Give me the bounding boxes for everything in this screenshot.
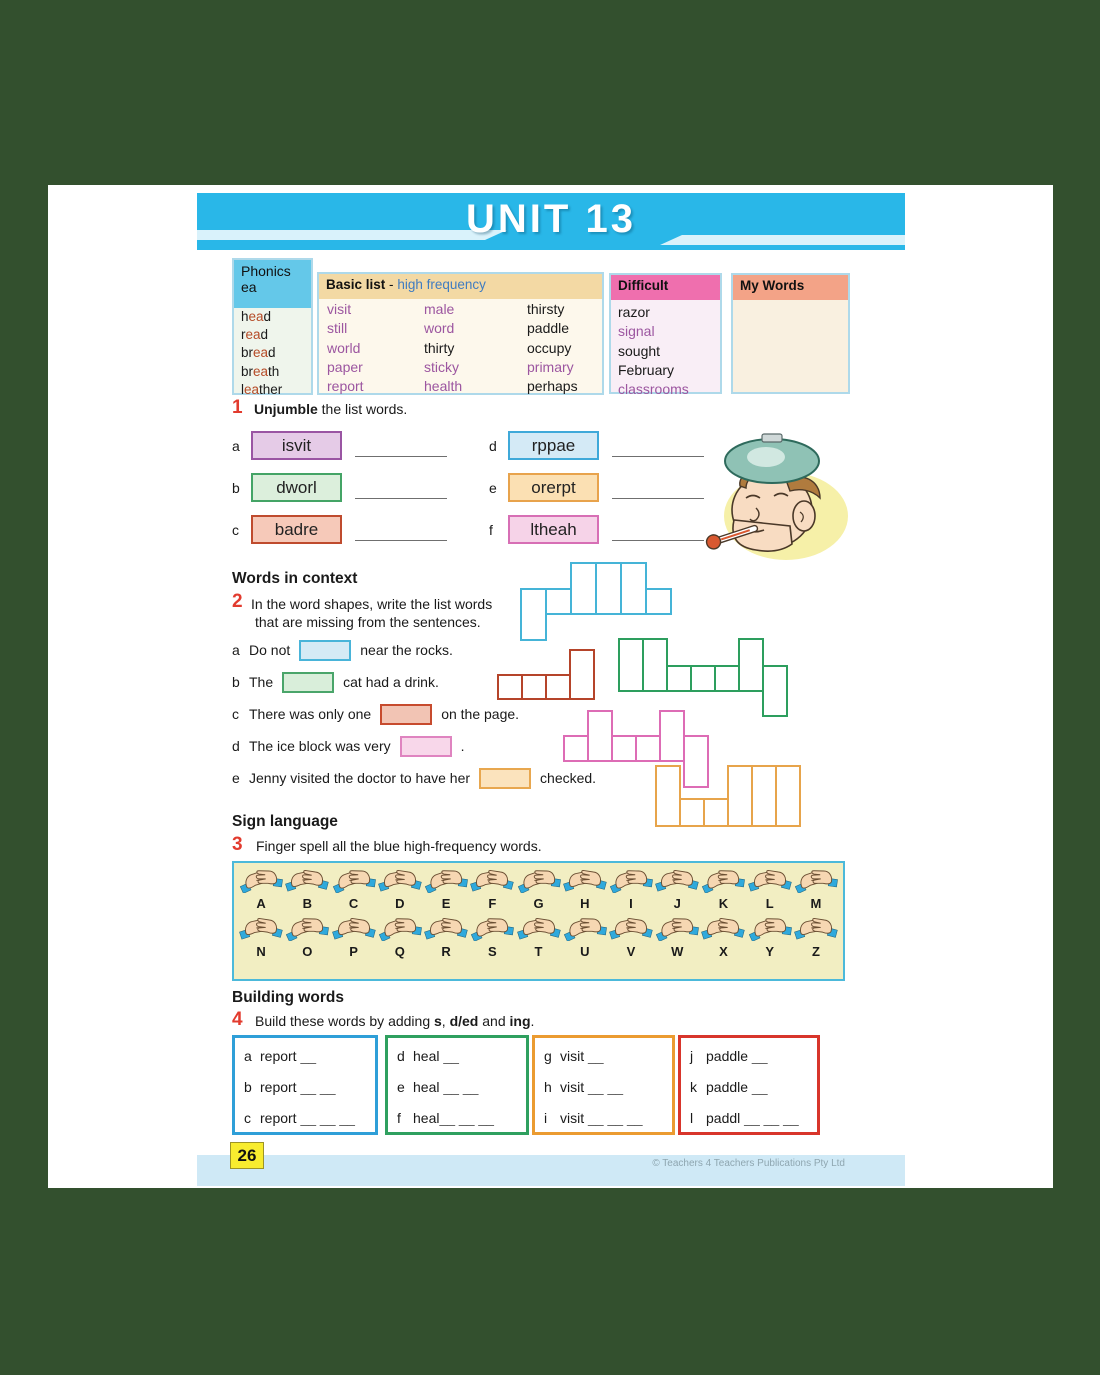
- sign-J: [654, 865, 700, 911]
- section-1-instruction: [254, 401, 407, 417]
- hand-sign-icon: [378, 865, 422, 898]
- sign-letter-label: G: [533, 896, 544, 911]
- sentence-text-before: The ice block was very: [249, 738, 391, 754]
- difficult-word: razor: [618, 304, 650, 320]
- context-sentences: [232, 637, 596, 797]
- list-word: primary: [527, 358, 574, 375]
- building-word-item: [690, 1048, 817, 1069]
- item-letter: f: [397, 1110, 401, 1126]
- basic-list-header: [319, 274, 602, 299]
- word-shape-cell-sticky: [563, 735, 589, 762]
- hand-sign-icon: [285, 865, 329, 898]
- word-shape-cell-thirsty: [642, 638, 668, 692]
- list-word: paper: [327, 358, 363, 375]
- word-shape-answer-box: [400, 736, 452, 757]
- basic-list-column: [527, 300, 578, 396]
- sign-letter-label: E: [441, 896, 451, 911]
- list-word: thirsty: [527, 301, 565, 317]
- sentence-letter: c: [232, 706, 239, 722]
- word-shape-cell-sticky: [587, 710, 613, 762]
- sign-letter-label: A: [256, 896, 266, 911]
- instruction-part: ,: [441, 1013, 450, 1029]
- list-word: male: [424, 301, 455, 317]
- difficult-word: sought: [618, 342, 661, 359]
- hand-sign-icon: [748, 865, 792, 898]
- sign-letter-label: D: [395, 896, 405, 911]
- word-shape-cell-word: [497, 674, 523, 700]
- sign-letter-label: J: [673, 896, 681, 911]
- workbook-page: [48, 185, 1053, 1188]
- phonics-word: [234, 344, 311, 362]
- sign-letter-label: V: [626, 944, 636, 959]
- sentence-text-before: The: [249, 674, 274, 690]
- sign-letter-label: N: [256, 944, 266, 959]
- item-letter: i: [544, 1110, 548, 1126]
- sick-man-illustration: [698, 428, 856, 568]
- word-shape-cell-health: [751, 765, 777, 827]
- context-sentence: [232, 765, 596, 791]
- item-blanks: __ __ __: [439, 1110, 494, 1126]
- item-letter: c: [244, 1110, 251, 1126]
- word-shape-cell-health: [655, 765, 681, 827]
- item-blanks: __ __ __: [296, 1110, 355, 1126]
- sentence-letter: b: [232, 674, 240, 690]
- sign-B: [284, 865, 330, 911]
- item-blanks: __ __: [439, 1079, 479, 1095]
- word-shape-answer-box: [299, 640, 351, 661]
- sentence-letter: a: [232, 642, 240, 658]
- item-word: paddle: [706, 1048, 749, 1064]
- building-words-heading: Building words: [232, 989, 344, 1006]
- word-shape-cell-word: [569, 649, 595, 700]
- hand-sign-icon: [609, 913, 653, 946]
- word-shape-cell-sticky: [683, 735, 709, 788]
- list-word: thirty: [424, 339, 455, 356]
- hand-sign-icon: [332, 913, 376, 946]
- hand-sign-icon: [794, 913, 838, 946]
- phonics-word-pre: h: [241, 309, 249, 324]
- building-word-item: [244, 1110, 375, 1131]
- sign-D: [377, 865, 423, 911]
- section-4-instruction: [255, 1013, 534, 1029]
- sign-letter-label: O: [302, 944, 313, 959]
- hand-sign-icon: [794, 865, 838, 898]
- item-word: paddl: [706, 1110, 741, 1126]
- copyright-text: © Teachers 4 Teachers Publications Pty Ltd: [652, 1158, 845, 1169]
- section-1-instruction-bold: Unjumble: [254, 401, 318, 417]
- unit-banner: [197, 193, 905, 250]
- sign-C: [330, 865, 376, 911]
- building-word-item: [397, 1110, 526, 1131]
- sign-letter-label: S: [487, 944, 497, 959]
- hand-sign-icon: [239, 913, 283, 946]
- sign-L: [747, 865, 793, 911]
- phonics-word: [234, 326, 311, 344]
- building-word-item: [690, 1079, 817, 1100]
- answer-line: [612, 434, 704, 457]
- sentence-text-after: cat had a drink.: [343, 674, 439, 690]
- word-shape-cell-thirsty: [762, 665, 788, 717]
- word-shape-cell-paddle: [570, 562, 597, 615]
- word-shape-cell-health: [703, 798, 729, 827]
- word-shape-cell-thirsty: [738, 638, 764, 692]
- basic-list-title: Basic list: [326, 277, 386, 292]
- sign-Y: [747, 913, 793, 959]
- phonics-word-pre: br: [241, 345, 254, 361]
- sign-letter-label: C: [348, 896, 359, 911]
- sign-A: [238, 865, 284, 911]
- hand-sign-icon: [470, 913, 514, 946]
- list-word: report: [327, 378, 364, 395]
- word-shape-cell-sticky: [659, 710, 685, 762]
- unjumble-word-box: dworl: [251, 473, 342, 502]
- list-word: paddle: [527, 320, 570, 337]
- unjumble-letter: d: [489, 437, 497, 454]
- sign-letter-label: R: [441, 944, 451, 959]
- hand-sign-icon: [609, 865, 653, 898]
- finger-spelling-chart: [232, 861, 845, 981]
- word-shape-cell-word: [521, 674, 547, 700]
- item-letter: h: [544, 1079, 552, 1095]
- hand-sign-icon: [470, 865, 514, 898]
- building-words-box: [385, 1035, 529, 1135]
- building-words-box: [232, 1035, 378, 1135]
- basic-list-box: [317, 272, 604, 395]
- phonics-word: [234, 308, 311, 326]
- list-word: occupy: [527, 339, 572, 356]
- sign-U: [562, 913, 608, 959]
- my-words-title: My Words: [733, 275, 848, 300]
- item-word: heal: [413, 1079, 440, 1095]
- sign-M: [793, 865, 839, 911]
- difficult-words: [611, 300, 720, 399]
- sign-letter-label: I: [629, 896, 633, 911]
- word-shape-cell-health: [679, 798, 705, 827]
- item-word: paddle: [706, 1079, 749, 1095]
- sign-row: [234, 863, 843, 911]
- sign-row: [234, 911, 843, 959]
- word-shape-cell-health: [775, 765, 801, 827]
- list-word: perhaps: [527, 378, 578, 395]
- hand-sign-icon: [655, 913, 699, 946]
- building-word-item: [544, 1048, 672, 1069]
- building-words-box: [678, 1035, 820, 1135]
- sentence-text-before: There was only one: [249, 706, 372, 722]
- building-words-box: [532, 1035, 675, 1135]
- sign-F: [469, 865, 515, 911]
- sign-letter-label: F: [488, 896, 497, 911]
- unjumble-letter: f: [489, 521, 493, 538]
- phonics-word-ea: ea: [245, 327, 261, 343]
- instruction-part: ing: [509, 1013, 531, 1029]
- phonics-word-post: ther: [259, 381, 283, 397]
- instruction-part: d/ed: [449, 1013, 479, 1029]
- answer-line: [355, 434, 447, 457]
- section-3-number: 3: [232, 834, 243, 855]
- sign-O: [284, 913, 330, 959]
- phonics-word-post: d: [263, 309, 272, 324]
- list-word: health: [424, 378, 463, 395]
- item-word: report: [260, 1110, 297, 1126]
- sign-letter-label: L: [765, 896, 774, 911]
- words-in-context-heading: Words in context: [232, 570, 358, 587]
- unjumble-word-box: isvit: [251, 431, 342, 460]
- page-number-badge: 26: [230, 1142, 264, 1169]
- building-word-item: [244, 1079, 375, 1100]
- phonics-header: [234, 260, 311, 308]
- section-2-instruction: [251, 595, 492, 631]
- hand-sign-icon: [378, 913, 422, 946]
- sign-letter-label: U: [580, 944, 590, 959]
- sentence-letter: d: [232, 738, 240, 754]
- item-letter: e: [397, 1079, 405, 1095]
- sign-G: [515, 865, 561, 911]
- answer-line: [612, 476, 704, 499]
- difficult-list-box: [609, 273, 722, 398]
- phonics-word-post: d: [268, 345, 276, 361]
- phonics-word-ea: ea: [244, 381, 260, 397]
- item-blanks: __ __ __: [740, 1110, 799, 1126]
- hand-sign-icon: [332, 865, 376, 898]
- list-word: visit: [327, 301, 352, 317]
- unjumble-letter: b: [232, 479, 240, 496]
- building-word-item: [544, 1110, 672, 1131]
- instruction-part: Build these words by adding: [255, 1013, 434, 1029]
- instruction-part: and: [478, 1013, 510, 1029]
- answer-line: [355, 476, 447, 499]
- section-1-number: 1: [232, 397, 243, 418]
- item-word: visit: [560, 1110, 585, 1126]
- hand-sign-icon: [655, 865, 699, 898]
- phonics-word-ea: ea: [253, 345, 269, 361]
- unjumble-letter: a: [232, 437, 240, 454]
- hand-sign-icon: [424, 913, 468, 946]
- word-shape-cell-word: [545, 674, 571, 700]
- phonics-word-ea: ea: [248, 309, 264, 324]
- hand-sign-icon: [285, 913, 329, 946]
- word-shape-answer-box: [380, 704, 432, 725]
- basic-list-words: [319, 300, 602, 393]
- item-letter: k: [690, 1079, 697, 1095]
- phonics-word-pre: br: [241, 363, 254, 379]
- word-shape-cell-paddle: [545, 588, 572, 615]
- sign-K: [700, 865, 746, 911]
- word-shape-cell-thirsty: [690, 665, 716, 692]
- item-blanks: __: [584, 1048, 604, 1064]
- item-blanks: __ __ __: [584, 1110, 643, 1126]
- building-word-item: [397, 1079, 526, 1100]
- sign-X: [700, 913, 746, 959]
- phonics-word-pre: l: [241, 381, 244, 397]
- sign-Q: [377, 913, 423, 959]
- word-shape-cell-thirsty: [618, 638, 644, 692]
- building-word-item: [690, 1110, 817, 1131]
- hand-sign-icon: [424, 865, 468, 898]
- word-shape-cell-sticky: [635, 735, 661, 762]
- unjumble-word-box: orerpt: [508, 473, 599, 502]
- hand-sign-icon: [748, 913, 792, 946]
- answer-line: [612, 518, 704, 541]
- difficult-title: Difficult: [611, 275, 720, 300]
- unjumble-row: [232, 515, 447, 544]
- unjumble-column-right: [489, 431, 704, 557]
- sign-letter-label: T: [534, 944, 543, 959]
- phonics-title: Phonics: [241, 263, 291, 279]
- basic-list-dash: -: [389, 277, 394, 292]
- item-word: heal: [413, 1048, 440, 1064]
- phonics-word-post: d: [260, 327, 269, 343]
- item-letter: g: [544, 1048, 552, 1064]
- hand-sign-icon: [563, 865, 607, 898]
- sign-H: [562, 865, 608, 911]
- sentence-text-after: near the rocks.: [360, 642, 453, 658]
- word-shape-cell-paddle: [595, 562, 622, 615]
- sign-letter-label: Q: [394, 944, 405, 959]
- phonics-word: [234, 381, 311, 399]
- item-letter: b: [244, 1079, 252, 1095]
- item-letter: d: [397, 1048, 405, 1064]
- item-blanks: __: [439, 1048, 459, 1064]
- unjumble-row: [232, 473, 447, 502]
- phonics-word-post: th: [268, 363, 280, 379]
- sentence-text-after: .: [460, 738, 465, 754]
- item-blanks: __: [748, 1048, 768, 1064]
- context-sentence: [232, 733, 596, 759]
- list-word: sticky: [424, 358, 459, 375]
- phonics-words: [234, 308, 311, 399]
- item-word: visit: [560, 1048, 585, 1064]
- sign-letter-label: X: [719, 944, 728, 959]
- section-2-number: 2: [232, 591, 243, 612]
- building-word-item: [397, 1048, 526, 1069]
- word-shape-cell-paddle: [520, 588, 547, 641]
- item-letter: a: [244, 1048, 252, 1064]
- sentence-text-before: Do not: [249, 642, 291, 658]
- sign-N: [238, 913, 284, 959]
- phonics-list-box: [232, 258, 313, 395]
- basic-list-column: [424, 300, 462, 396]
- item-word: report: [260, 1048, 297, 1064]
- basic-list-subtitle: high frequency: [397, 277, 486, 292]
- unjumble-row: [489, 431, 704, 460]
- phonics-word-pre: r: [241, 327, 246, 343]
- sign-I: [608, 865, 654, 911]
- list-word: world: [327, 339, 361, 356]
- sign-letter-label: Z: [811, 944, 820, 959]
- word-shape-answer-box: [479, 768, 531, 789]
- sign-R: [423, 913, 469, 959]
- unjumble-letter: c: [232, 521, 239, 538]
- word-shape-cell-paddle: [645, 588, 672, 615]
- context-sentence: [232, 701, 596, 727]
- hand-sign-icon: [239, 865, 283, 898]
- sign-T: [515, 913, 561, 959]
- list-word: still: [327, 320, 348, 337]
- unjumble-word-box: badre: [251, 515, 342, 544]
- unjumble-column-left: [232, 431, 447, 557]
- unjumble-word-box: rppae: [508, 431, 599, 460]
- sign-P: [330, 913, 376, 959]
- answer-line: [355, 518, 447, 541]
- unjumble-row: [489, 473, 704, 502]
- basic-list-column: [327, 300, 364, 396]
- item-blanks: __: [748, 1079, 768, 1095]
- section-2-instruction-line2: that are missing from the sentences.: [255, 614, 481, 630]
- section-2-instruction-line1: In the word shapes, write the list words: [251, 596, 493, 612]
- instruction-part: s: [434, 1013, 442, 1029]
- word-shape-cell-paddle: [620, 562, 647, 615]
- sentence-text-after: checked.: [540, 770, 597, 786]
- item-word: report: [260, 1079, 297, 1095]
- unjumble-letter: e: [489, 479, 497, 496]
- sign-letter-label: B: [302, 896, 313, 911]
- difficult-word: signal: [618, 323, 655, 340]
- hand-sign-icon: [701, 913, 745, 946]
- sentence-text-after: on the page.: [441, 706, 520, 722]
- sign-letter-label: H: [580, 896, 590, 911]
- phonics-subtitle: ea: [241, 279, 257, 295]
- item-letter: l: [690, 1110, 694, 1126]
- section-1-instruction-rest: the list words.: [317, 401, 408, 417]
- difficult-word: February: [618, 361, 675, 378]
- hand-sign-icon: [563, 913, 607, 946]
- sign-letter-label: Y: [765, 944, 775, 959]
- section-4-number: 4: [232, 1009, 243, 1030]
- word-shape-cell-thirsty: [714, 665, 740, 692]
- item-blanks: __ __: [296, 1079, 336, 1095]
- unjumble-row: [232, 431, 447, 460]
- word-shape-answer-box: [282, 672, 334, 693]
- building-word-item: [244, 1048, 375, 1069]
- sign-letter-label: K: [718, 896, 729, 911]
- sign-V: [608, 913, 654, 959]
- sign-Z: [793, 913, 839, 959]
- hand-sign-icon: [517, 865, 561, 898]
- list-word: word: [424, 320, 455, 337]
- difficult-word: classrooms: [618, 381, 689, 398]
- sign-S: [469, 913, 515, 959]
- unjumble-word-box: ltheah: [508, 515, 599, 544]
- phonics-word-ea: ea: [253, 363, 269, 379]
- word-shape-cell-thirsty: [666, 665, 692, 692]
- my-words-box: [731, 273, 850, 394]
- sentence-text-before: Jenny visited the doctor to have her: [249, 770, 471, 786]
- sign-letter-label: W: [671, 944, 684, 959]
- sign-E: [423, 865, 469, 911]
- item-word: visit: [560, 1079, 585, 1095]
- sign-W: [654, 913, 700, 959]
- item-letter: j: [690, 1048, 694, 1064]
- unjumble-row: [489, 515, 704, 544]
- sentence-letter: e: [232, 770, 240, 786]
- item-word: heal: [413, 1110, 440, 1126]
- word-shape-cell-sticky: [611, 735, 637, 762]
- sign-language-heading: Sign language: [232, 813, 338, 830]
- instruction-part: .: [530, 1013, 535, 1029]
- word-shape-cell-health: [727, 765, 753, 827]
- building-word-item: [544, 1079, 672, 1100]
- item-blanks: __: [296, 1048, 317, 1064]
- phonics-word: [234, 363, 311, 381]
- sign-letter-label: P: [349, 944, 358, 959]
- hand-sign-icon: [701, 865, 745, 898]
- section-3-instruction: Finger spell all the blue high-frequency words.: [256, 838, 542, 854]
- item-blanks: __ __: [584, 1079, 624, 1095]
- hand-sign-icon: [517, 913, 561, 946]
- sign-letter-label: M: [810, 896, 822, 911]
- unit-title: UNIT 13: [466, 197, 636, 241]
